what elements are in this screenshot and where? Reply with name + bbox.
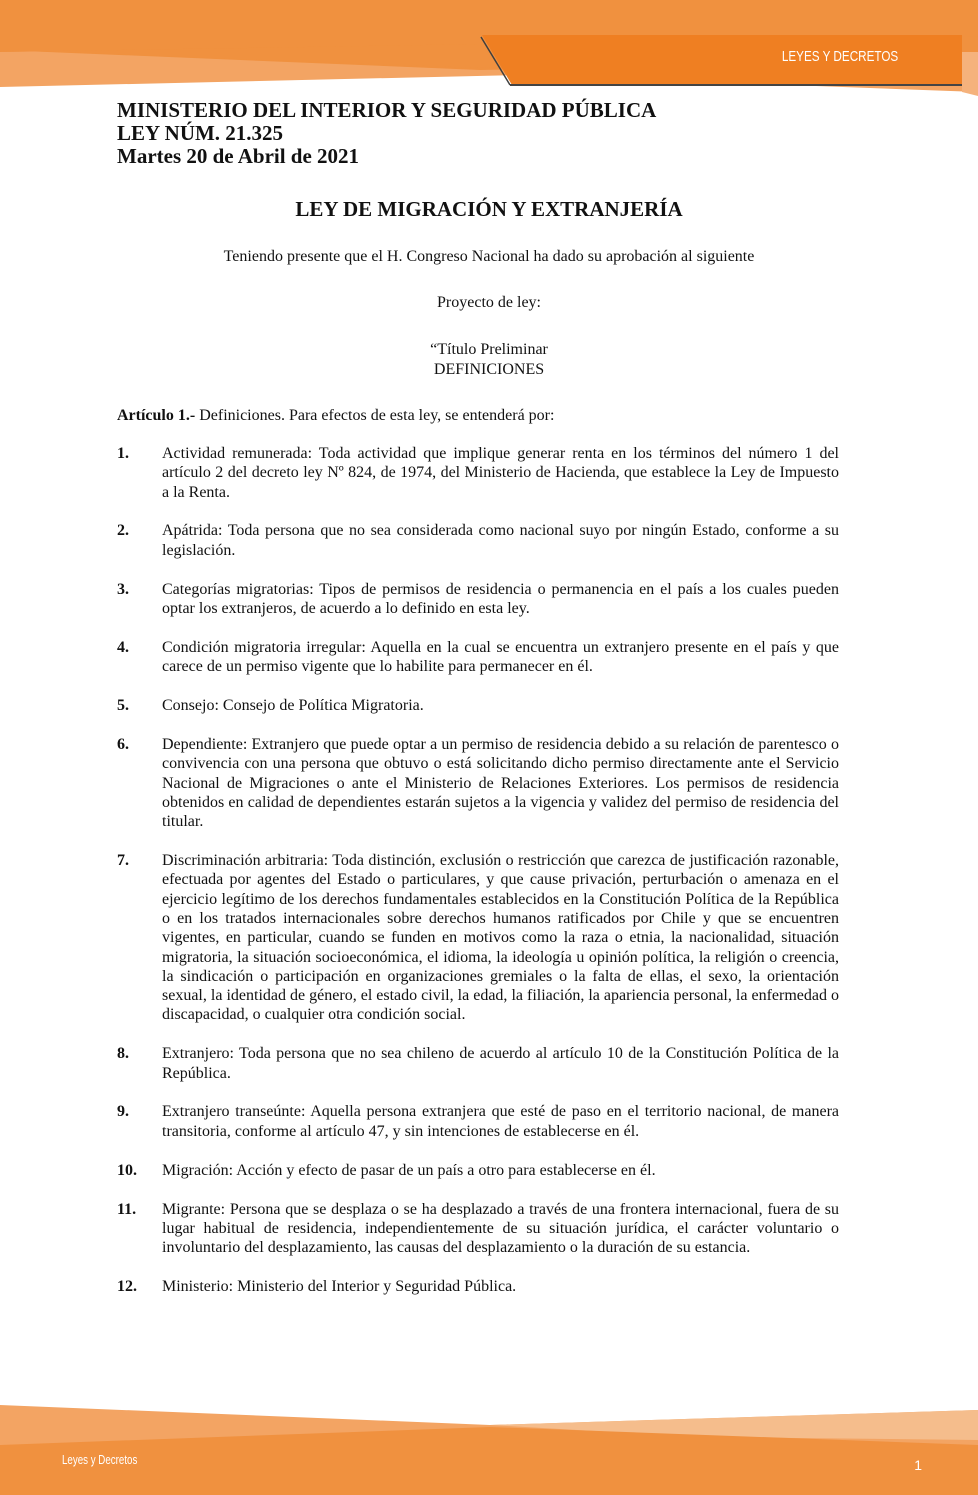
law-title: LEY DE MIGRACIÓN Y EXTRANJERÍA bbox=[295, 197, 683, 221]
definition-text: Categorías migratorias: Tipos de permisos de residencia o permanencia en el país a los cuales pueden optar los extranjeros, de acuerdo a lo definido en esta ley. bbox=[162, 580, 839, 617]
page-number: 1 bbox=[914, 1457, 922, 1473]
definition-text: Extranjero transeúnte: Aquella persona extranjera que esté de paso en el territorio nacional, de manera transitoria, conforme al artículo 47, y sin intenciones de establecerse en él. bbox=[162, 1103, 839, 1140]
definition-number: 3. bbox=[117, 580, 129, 598]
definition-item bbox=[117, 696, 839, 715]
definition-item bbox=[117, 1200, 839, 1258]
article-label: Artículo 1.- bbox=[117, 407, 196, 424]
section-tag: LEYES Y DECRETOS bbox=[781, 48, 898, 65]
definition-text: Apátrida: Toda persona que no sea considerada como nacional suyo por ningún Estado, conforme a su legislación. bbox=[162, 522, 839, 559]
definition-number: 2. bbox=[117, 522, 129, 540]
definition-text: Discriminación arbitraria: Toda distinción, exclusión o restricción que carezca de justificación razonable, efectuada por agentes del Estado o particulares, y que cause privación, perturbación o amenaza en el ejercicio legítimo de los derechos fundamentales establecidos en la Constitución Política de la República o en los tratados internacionales sobre derechos humanos ratificados por Chile y que se encuentren vigentes, en particular, cuando se funden en motivos como la raza o etnia, la nacionalidad, situación migratoria, la situación socioeconómica, el idioma, la ideología u opinión política, la religión o creencia, la sindicación o participación en organizaciones gremiales o la falta de ellas, el sexo, la orientación sexual, la identidad de género, el estado civil, la edad, la filiación, la apariencia personal, la enfermedad o discapacidad, o cualquier otra condición social. bbox=[162, 852, 839, 1024]
definition-number: 12. bbox=[117, 1278, 137, 1296]
definition-text: Dependiente: Extranjero que puede optar a un permiso de residencia debido a su relación de parentesco o convivencia con una persona que obtuvo o está solicitando dicho permiso directamente ante el Servicio Nacional de Migraciones o ante el Ministerio de Relaciones Exteriores. Los permisos de residencia obtenidos en calidad de dependientes estarán sujetos a la vigencia y validez del permiso de residencia del titular. bbox=[162, 735, 839, 831]
definition-text: Consejo: Consejo de Política Migratoria. bbox=[162, 697, 424, 715]
definition-text: Extranjero: Toda persona que no sea chileno de acuerdo al artículo 10 de la Constitución Política de la República. bbox=[162, 1045, 839, 1082]
project-label: Proyecto de ley: bbox=[437, 294, 541, 311]
definition-text: Migrante: Persona que se desplaza o se ha desplazado a través de una frontera internacional, fuera de su lugar habitual de residencia, independientemente de su situación jurídica, el carácter voluntario o involuntario del desplazamiento, las causas del desplazamiento o la duración de su estancia. bbox=[162, 1200, 839, 1257]
article-text: Definiciones. Para efectos de esta ley, se entenderá por: bbox=[195, 407, 555, 424]
publication-date: Martes 20 de Abril de 2021 bbox=[117, 144, 360, 168]
definitions-heading: DEFINICIONES bbox=[433, 361, 545, 378]
definition-item bbox=[117, 580, 839, 619]
article-intro bbox=[117, 407, 554, 425]
definition-item bbox=[117, 521, 839, 560]
definition-item bbox=[117, 1044, 839, 1083]
definition-text: Ministerio: Ministerio del Interior y Seguridad Pública. bbox=[162, 1278, 517, 1296]
definition-item bbox=[117, 1161, 839, 1180]
footer-decoration bbox=[0, 1395, 978, 1495]
definition-item bbox=[117, 638, 839, 677]
definition-number: 5. bbox=[117, 697, 129, 715]
definition-text: Actividad remunerada: Toda actividad que implique generar renta en los términos del número 1 del artículo 2 del decreto ley Nº 824, de 1974, del Ministerio de Hacienda, que establece la Ley de Impuesto a la Renta. bbox=[162, 445, 839, 501]
definition-number: 9. bbox=[117, 1103, 129, 1121]
definition-number: 11. bbox=[117, 1200, 137, 1218]
definition-number: 7. bbox=[117, 852, 129, 870]
definition-number: 10. bbox=[117, 1161, 137, 1179]
definition-number: 4. bbox=[117, 638, 129, 656]
definition-text: Condición migratoria irregular: Aquella en la cual se encuentra un extranjero presente en el país y que carece de un permiso vigente que lo habilite para permanecer en él. bbox=[162, 638, 839, 676]
definition-item bbox=[117, 735, 839, 831]
definition-item bbox=[117, 1102, 839, 1141]
document-heading bbox=[117, 99, 656, 168]
definition-number: 8. bbox=[117, 1045, 129, 1063]
definition-item bbox=[117, 851, 839, 1025]
definition-item bbox=[117, 444, 839, 502]
footer-label: Leyes y Decretos bbox=[62, 1452, 138, 1467]
law-number: LEY NÚM. 21.325 bbox=[117, 121, 284, 145]
preamble: Teniendo presente que el H. Congreso Nacional ha dado su aprobación al siguiente bbox=[223, 248, 755, 265]
definitions-list bbox=[117, 444, 839, 1316]
definition-item bbox=[117, 1277, 839, 1296]
definition-number: 1. bbox=[117, 445, 129, 462]
definition-text: Migración: Acción y efecto de pasar de un país a otro para establecerse en él. bbox=[162, 1161, 656, 1179]
definition-number: 6. bbox=[117, 735, 129, 753]
title-preliminar: “Título Preliminar bbox=[430, 341, 548, 358]
ministry-name: MINISTERIO DEL INTERIOR Y SEGURIDAD PÚBLICA bbox=[117, 98, 657, 122]
